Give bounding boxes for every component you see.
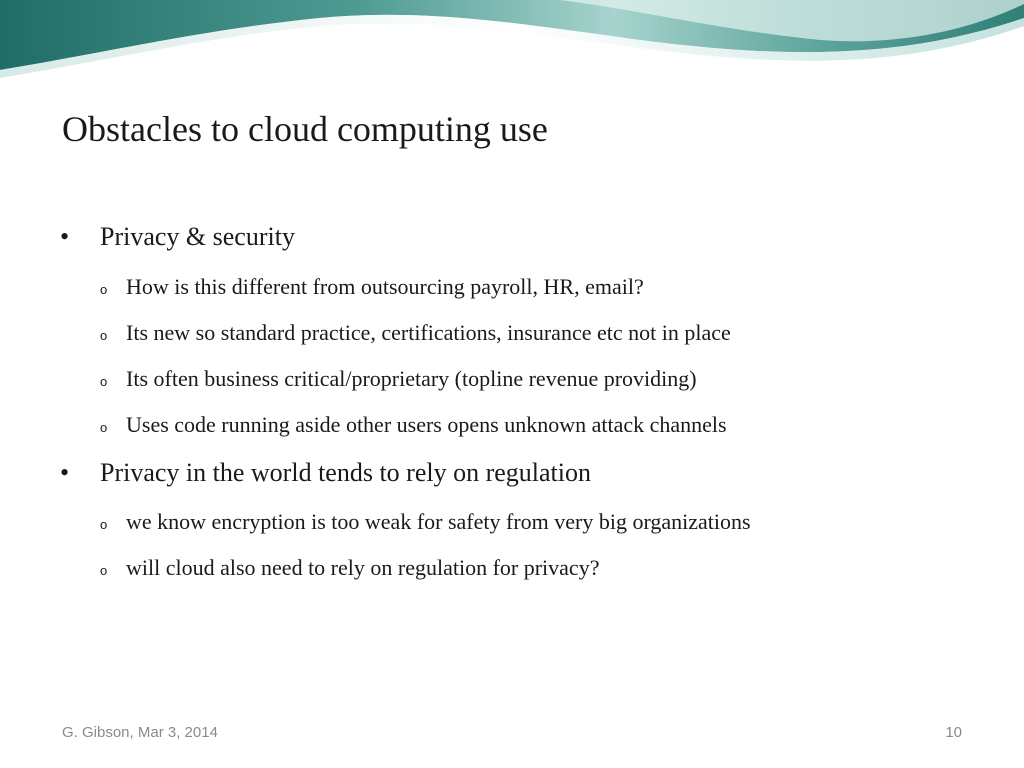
sub-bullet-marker: o (100, 374, 108, 389)
sub-bullet-marker: o (100, 517, 108, 532)
sub-bullet-item: Its often business critical/proprietary (topline revenue providing) (126, 366, 697, 391)
sub-bullet-marker: o (100, 328, 108, 343)
sub-bullet-item: will cloud also need to rely on regulation for privacy? (126, 555, 600, 580)
sub-bullet-marker: o (100, 282, 108, 297)
sub-bullet-item: we know encryption is too weak for safety from very big organizations (126, 509, 751, 534)
footer-page-number: 10 (945, 724, 962, 741)
bullet-marker: • (60, 458, 70, 487)
slide-title: Obstacles to cloud computing use (62, 109, 548, 149)
sub-bullet-item: Its new so standard practice, certifications, insurance etc not in place (126, 320, 731, 345)
bullet-item: Privacy in the world tends to rely on regulation (100, 458, 592, 487)
bullet-marker: • (60, 222, 70, 251)
sub-bullet-item: Uses code running aside other users opens unknown attack channels (126, 412, 727, 437)
sub-bullet-item: How is this different from outsourcing payroll, HR, email? (126, 274, 644, 299)
sub-bullet-marker: o (100, 420, 108, 435)
bullet-item: Privacy & security (100, 222, 295, 251)
sub-bullet-marker: o (100, 563, 108, 578)
wave-banner-graphic (0, 0, 1024, 80)
footer-author-date: G. Gibson, Mar 3, 2014 (62, 724, 218, 741)
